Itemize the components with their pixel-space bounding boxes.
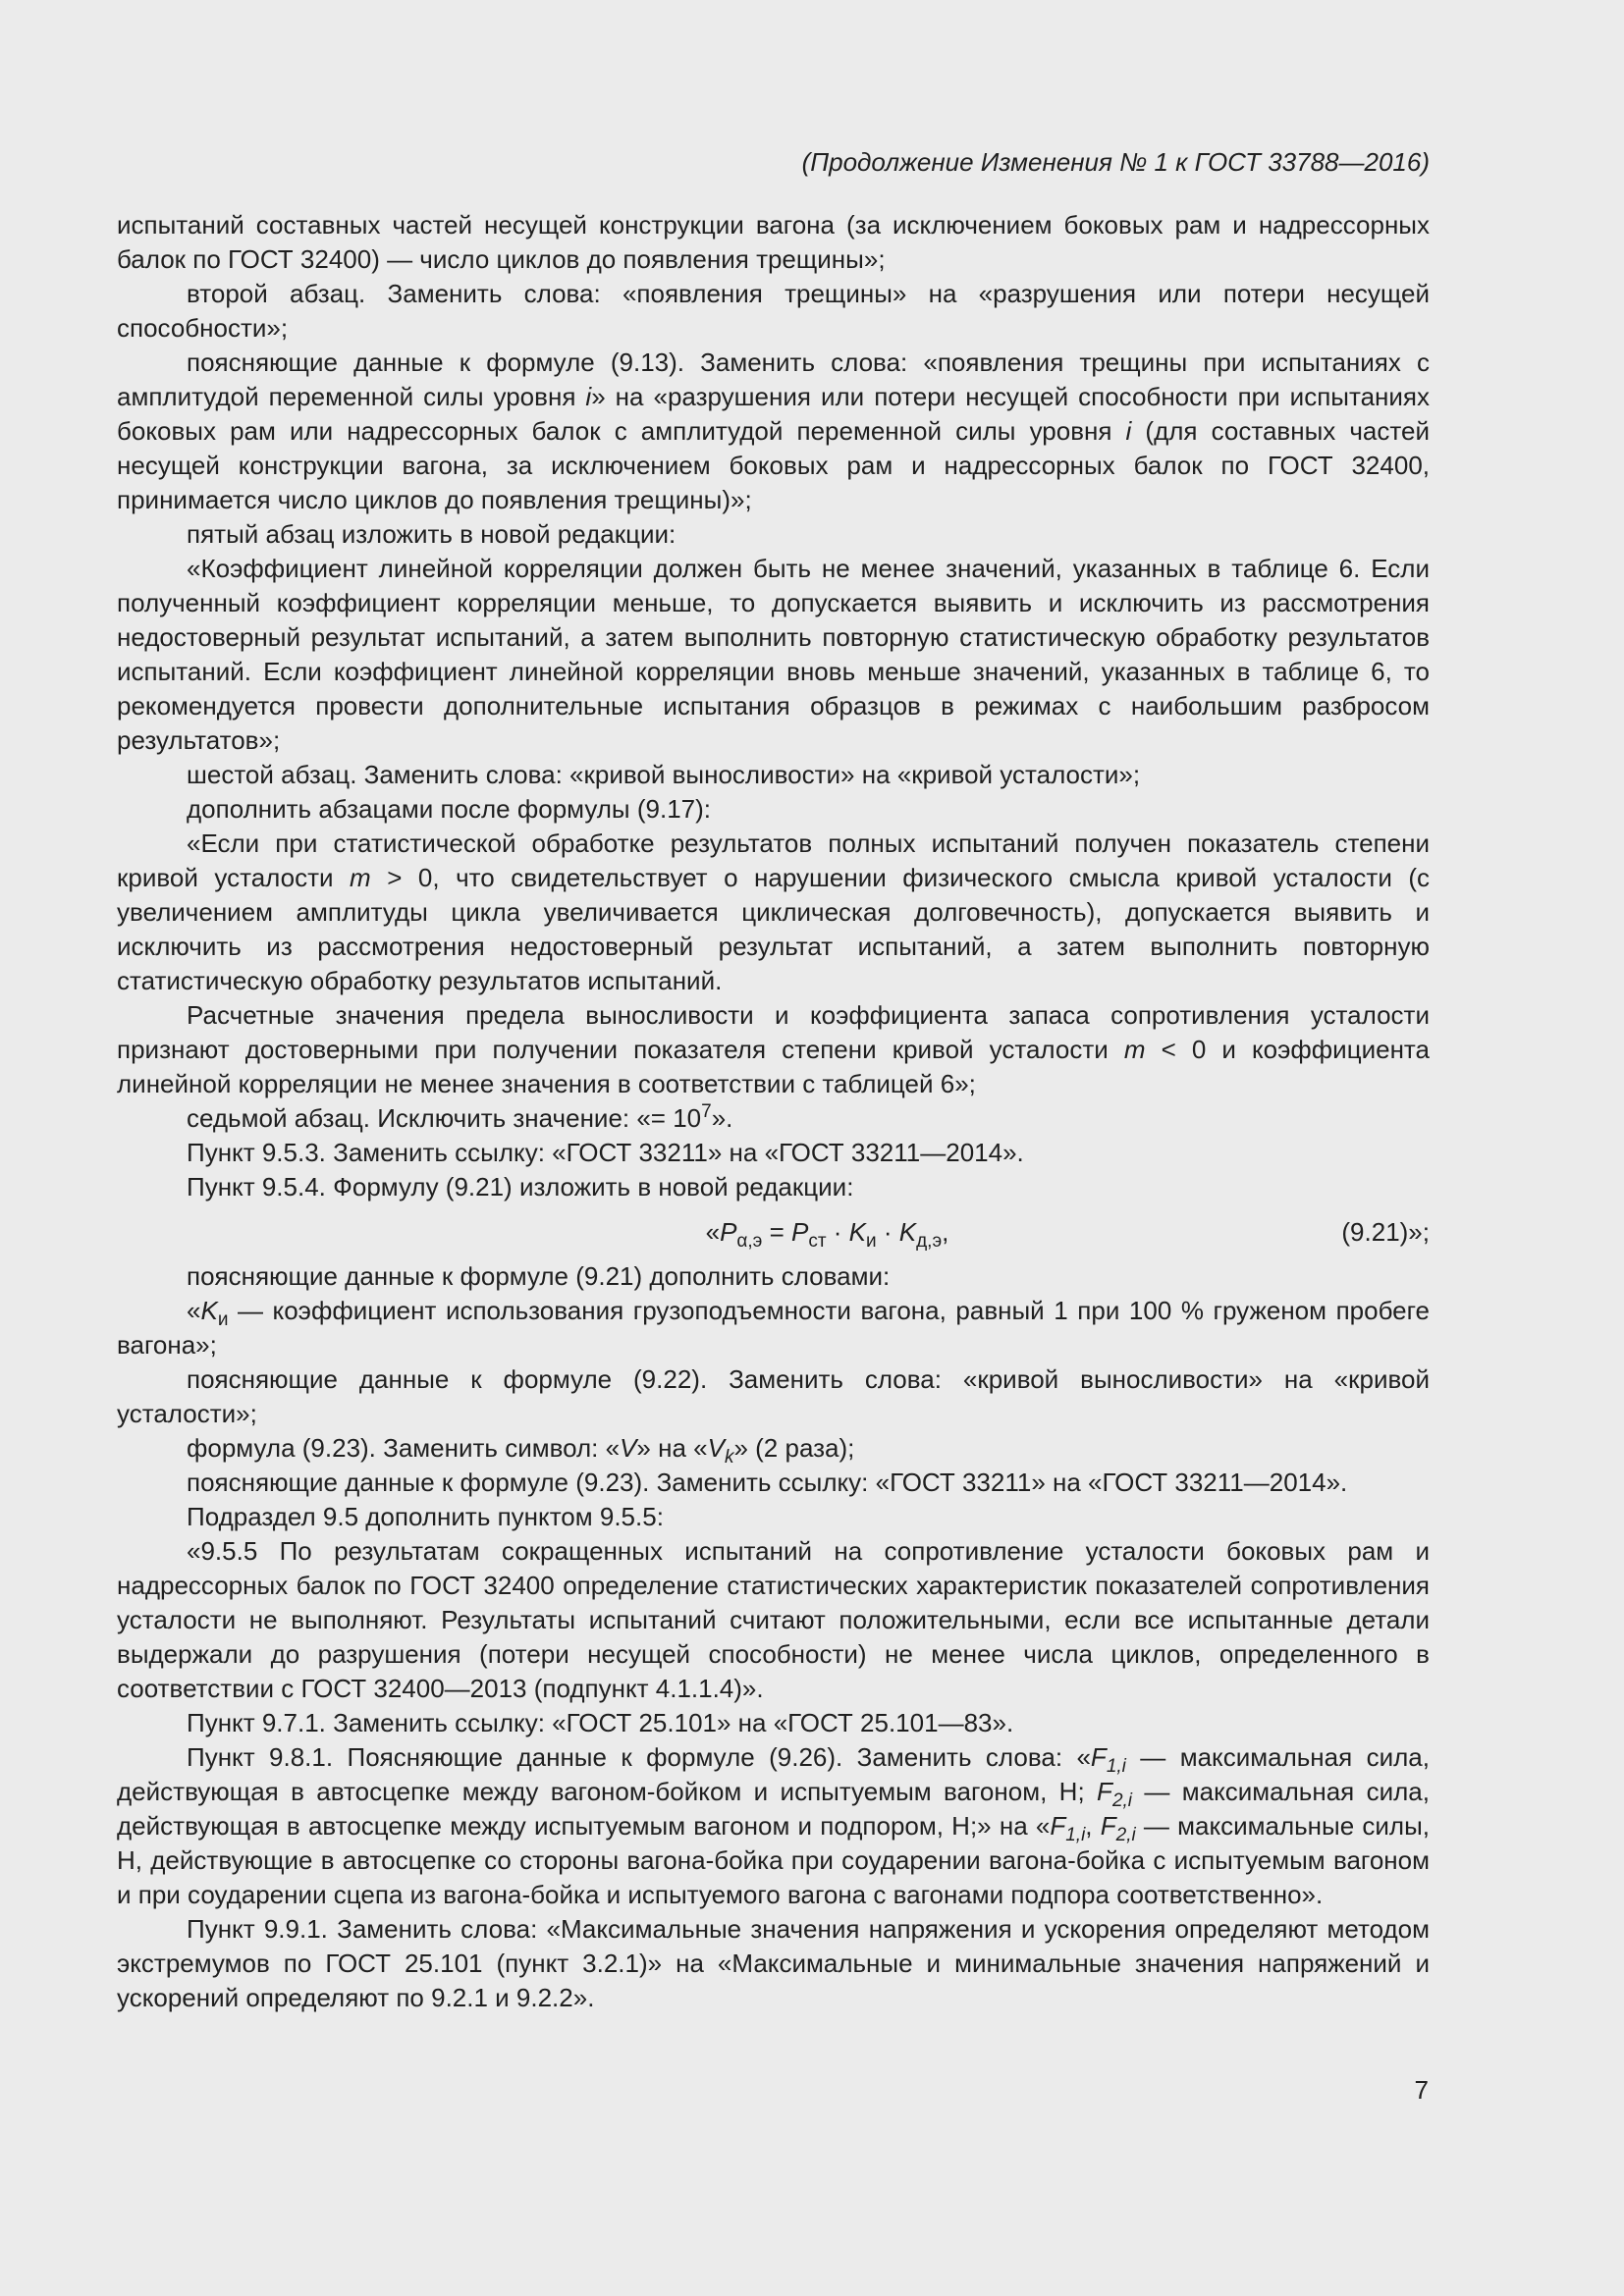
paragraph: «$K_и$ — коэффициент использования грузоподъемности вагона, равный 1 при 100 % груженом пробеге вагона»;	[117, 1296, 1430, 1360]
paragraph: формула (9.23). Заменить символ: «V» на «$V_k$» (2 раза);	[187, 1433, 855, 1468]
paragraph: «Если при статистической обработке результатов полных испытаний получен показатель степени кривой усталости m > 0, что свидетельствует о нарушении физического смысла кривой усталости (с увеличением амплитуды цикла увеличивается циклическая долговечность), допускается выявить и исключить из рассмотрения недостоверный результат испытаний, а затем выполнить повторную статистическую обработку результатов испытаний.	[117, 828, 1430, 995]
paragraph: дополнить абзацами после формулы (9.17):	[187, 794, 711, 824]
paragraph: второй абзац. Заменить слова: «появления трещины» на «разрушения или потери несущей способности»;	[117, 279, 1430, 343]
paragraph: поясняющие данные к формуле (9.13). Заменить слова: «появления трещины при испытаниях с амплитудой переменной силы уровня i» на «разрушения или потери несущей способности при испытаниях боковых рам или надрессорных балок с амплитудой переменной силы уровня i (для составных частей несущей конструкции вагона, за исключением боковых рам и надрессорных балок по ГОСТ 32400, принимается число циклов до появления трещины)»;	[117, 347, 1430, 514]
formula-9-21	[117, 1204, 1430, 1259]
paragraph: поясняющие данные к формуле (9.23). Заменить ссылку: «ГОСТ 33211» на «ГОСТ 33211—2014».	[187, 1468, 1348, 1497]
paragraph: шестой абзац. Заменить слова: «кривой выносливости» на «кривой усталости»;	[187, 760, 1141, 789]
symbol-i: i	[1125, 416, 1132, 446]
symbol-m: m	[1123, 1035, 1146, 1064]
document-body	[117, 208, 1430, 2015]
paragraph: Пункт 9.8.1. Поясняющие данные к формуле (9.26). Заменить слова: «$F_{1,i}$ — максимальная сила, действующая в автосцепке между вагоном-бойком и испытуемым вагоном, Н; $F_{2,i}$ — максимальная сила, действующая в автосцепке между испытуемым вагоном и подпором, Н;» на «$F_{1,i}$, $F_{2,i}$ — максимальные силы, Н, действующие в автосцепке со стороны вагона-бойка при соударении вагона-бойка с испытуемым вагоном и при соударении сцепа из вагона-бойка и испытуемого вагона с вагонами подпора соответственно».	[117, 1742, 1430, 1909]
formula-number: (9.21)»;	[1341, 1217, 1430, 1247]
paragraph: «Коэффициент линейной корреляции должен быть не менее значений, указанных в таблице 6. Если полученный коэффициент корреляции меньше, то допускается выявить и исключить из рассмотрения недостоверный результат испытаний, а затем выполнить повторную статистическую обработку результатов испытаний. Если коэффициент линейной корреляции вновь меньше значений, указанных в таблице 6, то рекомендуется провести дополнительные испытания образцов в режимах с наибольшим разбросом результатов»;	[117, 554, 1430, 755]
page-number: 7	[1414, 2075, 1429, 2105]
formula-expression: «$P_{\alpha,э} = P_{ст} \cdot K_и \cdot K_{д,э}$,	[705, 1217, 949, 1252]
paragraph: Пункт 9.7.1. Заменить ссылку: «ГОСТ 25.101» на «ГОСТ 25.101—83».	[187, 1708, 1014, 1737]
page-header: (Продолжение Изменения № 1 к ГОСТ 33788—2016)	[801, 147, 1430, 177]
paragraph: поясняющие данные к формуле (9.22). Заменить слова: «кривой выносливости» на «кривой усталости»;	[117, 1364, 1430, 1428]
paragraph: Пункт 9.5.3. Заменить ссылку: «ГОСТ 33211» на «ГОСТ 33211—2014».	[187, 1138, 1024, 1167]
paragraph: испытаний составных частей несущей конструкции вагона (за исключением боковых рам и надрессорных балок по ГОСТ 32400) — число циклов до появления трещины»;	[117, 210, 1430, 274]
symbol-m: m	[350, 863, 371, 892]
paragraph: Подраздел 9.5 дополнить пунктом 9.5.5:	[187, 1502, 664, 1531]
paragraph: Пункт 9.9.1. Заменить слова: «Максимальные значения напряжения и ускорения определяют методом экстремумов по ГОСТ 25.101 (пункт 3.2.1)» на «Максимальные и минимальные значения напряжений и ускорений определяют по 9.2.1 и 9.2.2».	[117, 1914, 1430, 2012]
symbol-i: i	[585, 382, 592, 411]
paragraph: пятый абзац изложить в новой редакции:	[187, 519, 677, 549]
paragraph: седьмой абзац. Исключить значение: «= $10^7$».	[187, 1101, 733, 1133]
paragraph: Пункт 9.5.4. Формулу (9.21) изложить в новой редакции:	[187, 1172, 854, 1201]
paragraph: Расчетные значения предела выносливости и коэффициента запаса сопротивления усталости признают достоверными при получении показателя степени кривой усталости m < 0 и коэффициента линейной корреляции не менее значения в соответствии с таблицей 6»;	[117, 1000, 1430, 1098]
paragraph: поясняющие данные к формуле (9.21) дополнить словами:	[187, 1261, 891, 1291]
paragraph: «9.5.5 По результатам сокращенных испытаний на сопротивление усталости боковых рам и надрессорных балок по ГОСТ 32400 определение статистических характеристик показателей сопротивления усталости не выполняют. Результаты испытаний считают положительными, если все испытанные детали выдержали до разрушения (потери несущей способности) не менее числа циклов, определенного в соответствии с ГОСТ 32400—2013 (подпункт 4.1.1.4)».	[117, 1536, 1430, 1703]
